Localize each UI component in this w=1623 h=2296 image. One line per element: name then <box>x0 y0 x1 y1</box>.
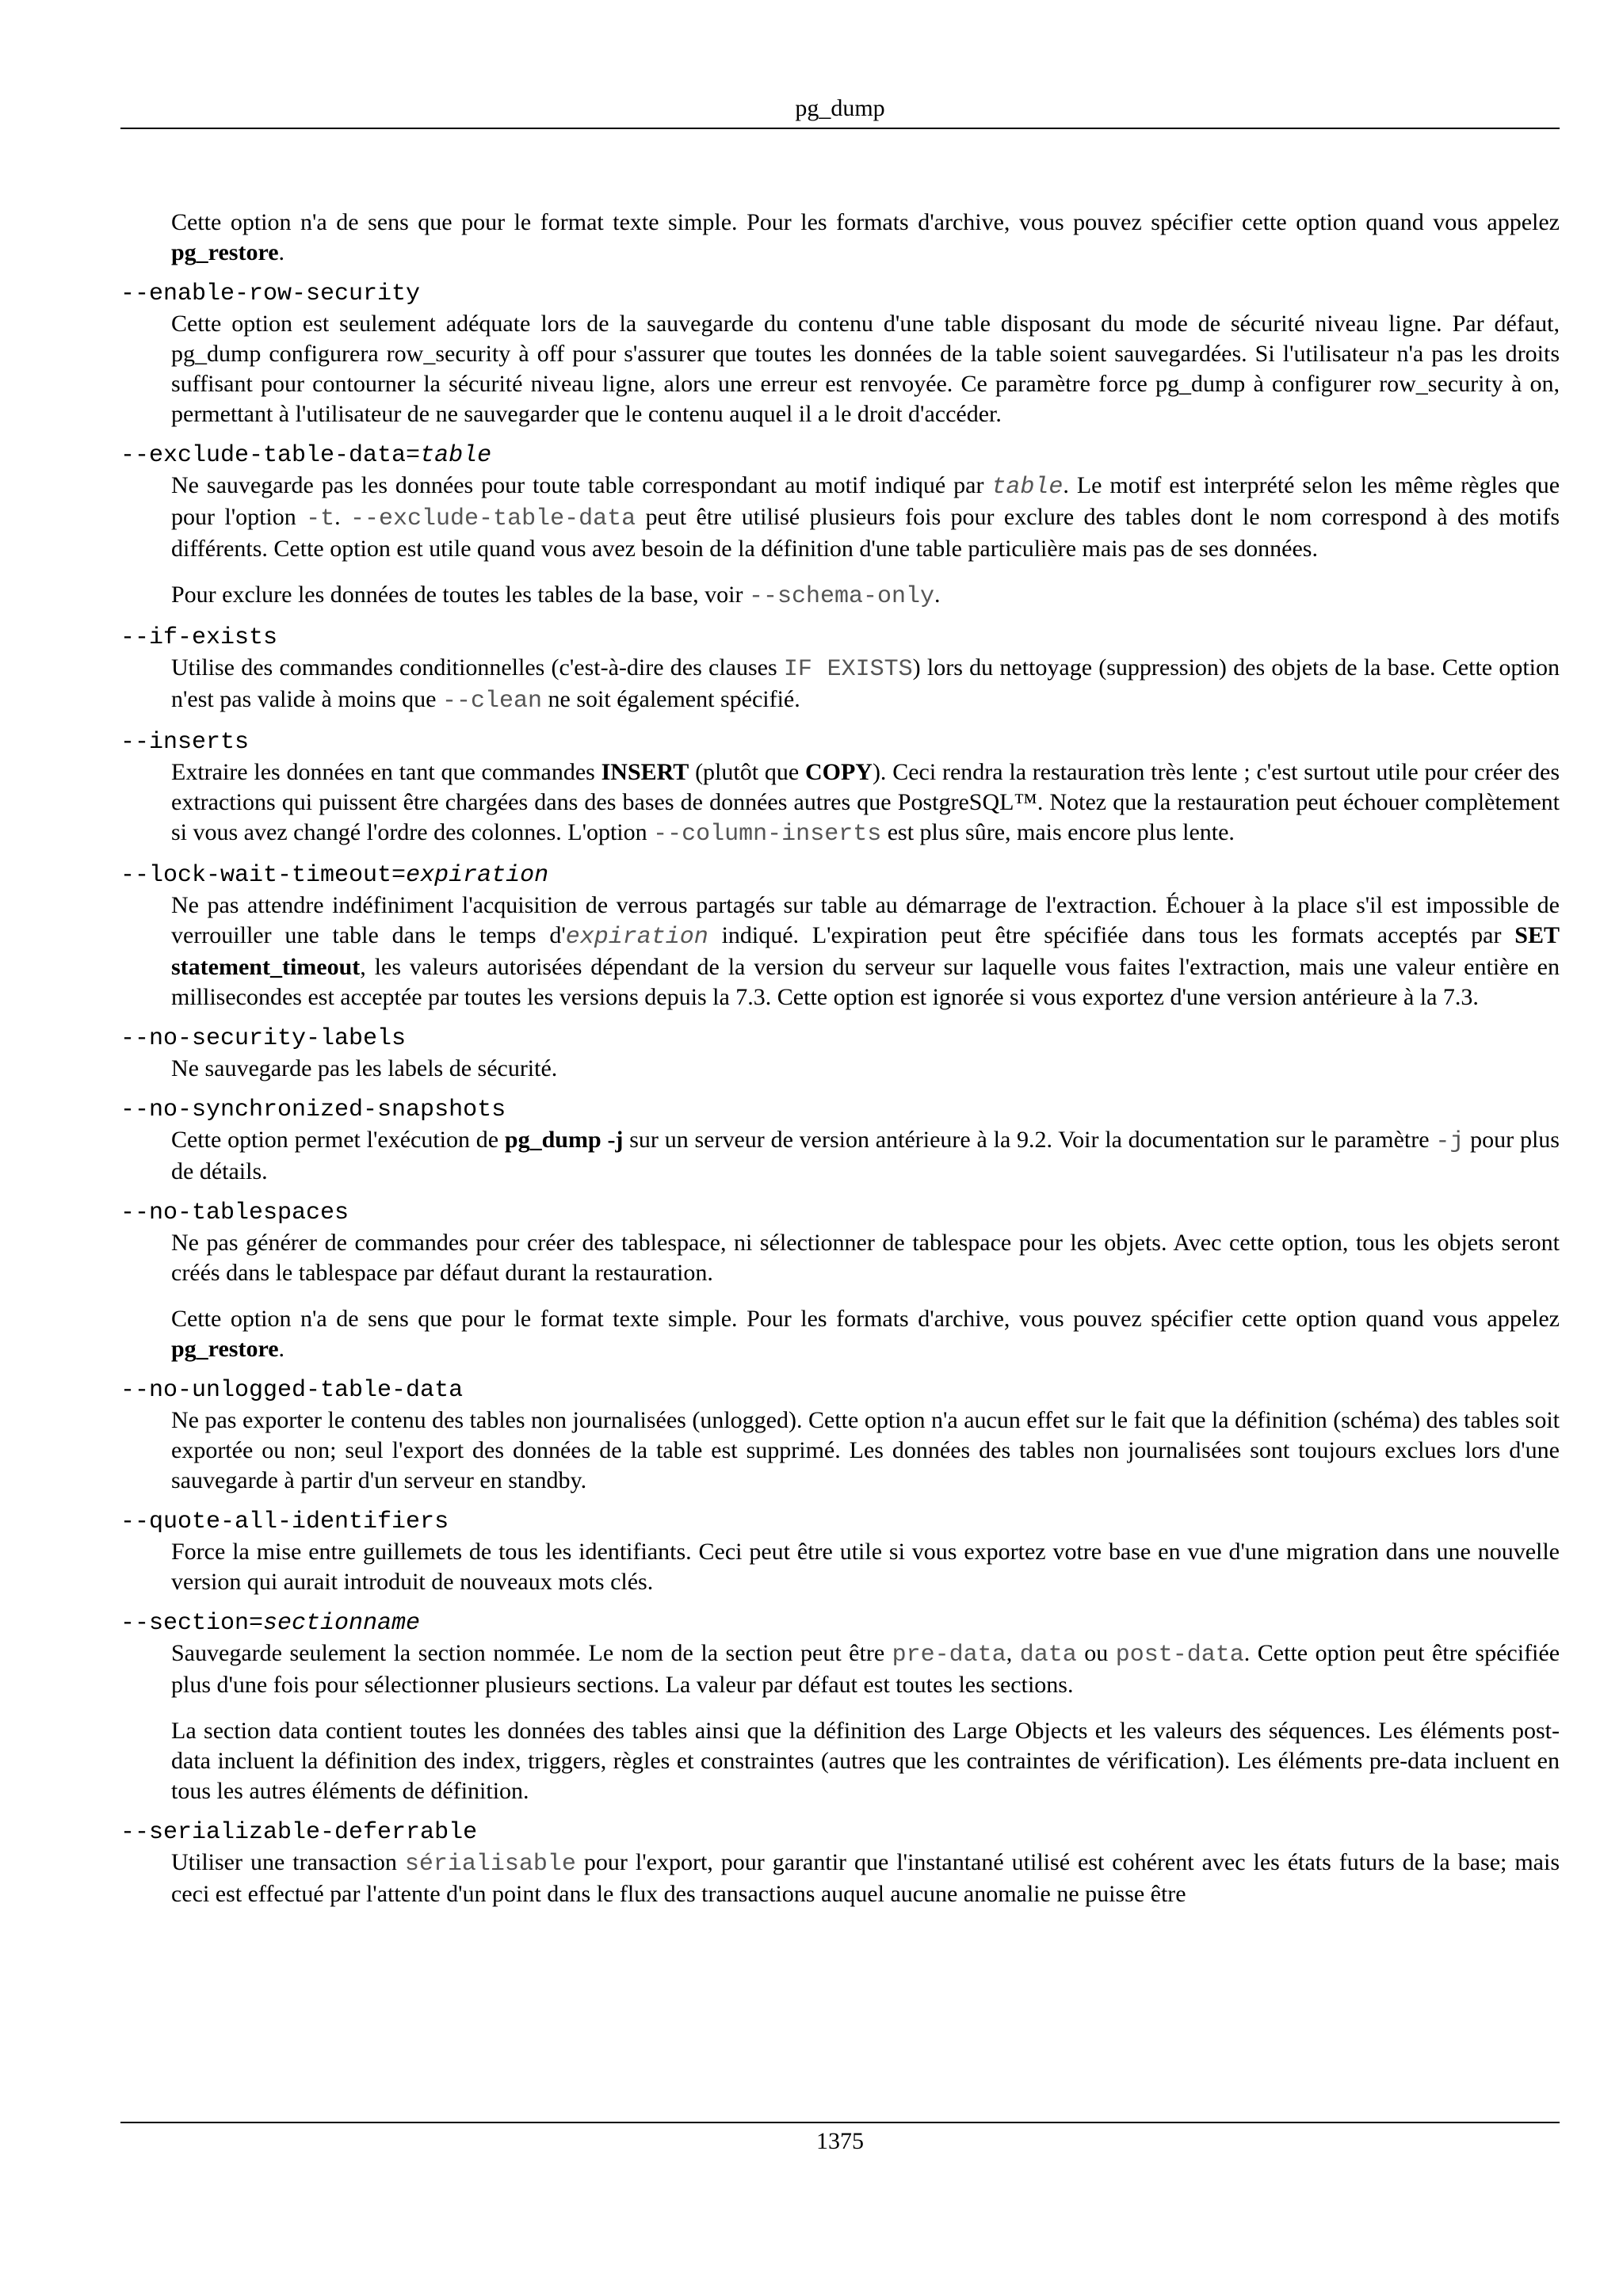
text: ou <box>1076 1640 1116 1666</box>
option-desc-serializable-deferrable <box>171 1848 1560 1909</box>
code: -j <box>1435 1128 1465 1155</box>
option-desc-lock-wait-timeout <box>171 891 1560 1013</box>
command-name: pg_restore <box>171 1336 279 1362</box>
option-term-no-synchronized-snapshots <box>120 1095 1560 1125</box>
text: ) lors du nettoyage (suppression) des objets de la base. Cette option n'est pas valide à moins que <box>171 654 1560 712</box>
command-name: pg_restore <box>171 239 279 265</box>
paragraph <box>171 653 1560 716</box>
paragraph: La section data contient toutes les données des tables ainsi que la définition des Large Objects et les valeurs des séquences. Les éléments post-data incluent la définition des index, triggers, règles et constraintes (autres que les contraintes de vérification). Les éléments pre-data incluent en tous les autres éléments de définition. <box>171 1718 1560 1804</box>
option-name: --lock-wait-timeout= <box>120 862 407 889</box>
paragraph: Force la mise entre guillemets de tous les identifiants. Ceci peut être utile si vous exportez votre base en vue d'une migration dans une nouvelle version qui aurait introduit de nouveaux mots clés. <box>171 1539 1560 1595</box>
option-desc-exclude-table-data <box>171 471 1560 612</box>
option-term-quote-all-identifiers <box>120 1507 1560 1537</box>
text: . <box>278 239 285 265</box>
command-name: pg_dump -j <box>504 1127 624 1153</box>
command-name: SET statement_timeout <box>171 922 1560 980</box>
paragraph <box>171 757 1560 849</box>
continued-paragraph <box>171 208 1560 268</box>
paragraph <box>171 1304 1560 1364</box>
text: pour l'export, pour garantir que l'instantané utilisé est cohérent avec les états futurs de la base; mais ceci est effectué par l'attente d'un point dans le flux des transactions auquel aucune anomalie ne puisse être <box>171 1849 1560 1907</box>
option-desc-no-tablespaces <box>171 1228 1560 1364</box>
option-term-lock-wait-timeout <box>120 860 1560 891</box>
paragraph: Ne pas exporter le contenu des tables non journalisées (unlogged). Cette option n'a aucun effet sur le fait que la définition (schéma) des tables soit exportée ou non; seul l'export des données de la table est supprimé. Les données des tables non journalisées sont toujours exclues lors d'une sauvegarde à partir d'un serveur en standby. <box>171 1407 1560 1493</box>
option-arg: sectionname <box>263 1610 421 1637</box>
code: --column-inserts <box>653 821 882 848</box>
text: Utiliser une transaction <box>171 1849 405 1875</box>
option-name: --no-tablespaces <box>120 1199 349 1226</box>
option-term-no-security-labels <box>120 1024 1560 1054</box>
text: . <box>334 504 351 530</box>
text: . Cette option peut être spécifiée plus d'une fois pour sélectionner plusieurs sections. La valeur par défaut est toutes les sections. <box>171 1640 1560 1698</box>
text: sur un serveur de version antérieure à la 9.2. Voir la documentation sur le paramètre <box>623 1127 1436 1153</box>
option-term-no-unlogged-table-data <box>120 1375 1560 1405</box>
text: , les valeurs autorisées dépendant de la version du serveur sur laquelle vous faites l'extraction, mais une valeur entière en millisecondes est acceptée par toutes les versions depuis la 7.3. Cette option est ignorée si vous exportez d'une version antérieure à la 7.3. <box>171 954 1560 1010</box>
option-name: --section= <box>120 1610 264 1637</box>
option-term-enable-row-security <box>120 279 1560 309</box>
code: expiration <box>565 924 708 951</box>
option-term-inserts <box>120 727 1560 757</box>
text: pour plus de détails. <box>171 1127 1560 1184</box>
option-name: --quote-all-identifiers <box>120 1508 449 1535</box>
text: ne soit également spécifié. <box>542 686 800 712</box>
option-term-section <box>120 1608 1560 1638</box>
text: ). Ceci rendra la restauration très lente ; c'est surtout utile pour créer des extractions qui puissent être chargées dans des bases de données autres que PostgreSQL™. Notez que la restauration peut échouer complètement si vous avez changé l'ordre des colonnes. L'option <box>171 759 1560 845</box>
option-name: --serializable-deferrable <box>120 1819 478 1846</box>
text: , <box>1006 1640 1020 1666</box>
text: Ne pas attendre indéfiniment l'acquisition de verrous partagés sur table au démarrage de l'extraction. Échouer à la place s'il est impossible de verrouiller une table dans le temps d' <box>171 892 1560 948</box>
option-name: --no-security-labels <box>120 1025 407 1052</box>
option-desc-quote-all-identifiers <box>171 1537 1560 1597</box>
command-name: COPY <box>804 759 873 785</box>
option-arg: expiration <box>406 862 549 889</box>
text: indiqué. L'expiration peut être spécifiée dans tous les formats acceptés par <box>708 922 1515 948</box>
option-desc-no-unlogged-table-data <box>171 1405 1560 1496</box>
option-name: --no-unlogged-table-data <box>120 1377 464 1404</box>
text: Cette option n'a de sens que pour le format texte simple. Pour les formats d'archive, vous pouvez spécifier cette option quand vous appelez <box>171 209 1560 235</box>
option-arg: table <box>420 442 492 469</box>
command-name: INSERT <box>601 759 689 785</box>
paragraph: Cette option est seulement adéquate lors de la sauvegarde du contenu d'une table disposant du mode de sécurité niveau ligne. Par défaut, pg_dump configurera row_security à off pour s'assurer que toutes les données de la table soient sauvegardées. Si l'utilisateur n'a pas les droits suffisant pour contourner la sécurité niveau ligne, alors une erreur est renvoyée. Ce paramètre force pg_dump à configurer row_security à on, permettant à l'utilisateur de ne sauvegarder que le contenu auquel il a le droit d'accéder. <box>171 311 1560 427</box>
code: -t <box>306 505 335 532</box>
text: (plutôt que <box>689 759 805 785</box>
page-body <box>120 208 1560 1909</box>
text: est plus sûre, mais encore plus lente. <box>881 819 1235 845</box>
code: post-data <box>1115 1642 1244 1669</box>
text: Cette option n'a de sens que pour le format texte simple. Pour les formats d'archive, vous pouvez spécifier cette option quand vous appelez <box>171 1306 1560 1332</box>
code: --clean <box>442 688 543 715</box>
option-term-if-exists <box>120 623 1560 653</box>
paragraph <box>171 1638 1560 1700</box>
option-desc-if-exists <box>171 653 1560 716</box>
paragraph <box>171 891 1560 1013</box>
option-name: --no-synchronized-snapshots <box>120 1097 506 1123</box>
code: data <box>1019 1642 1077 1669</box>
paragraph <box>171 1125 1560 1187</box>
paragraph: Ne sauvegarde pas les labels de sécurité. <box>171 1055 558 1081</box>
code: --schema-only <box>748 583 934 610</box>
text: Cette option permet l'exécution de <box>171 1127 505 1153</box>
paragraph <box>171 580 1560 612</box>
running-header: pg_dump <box>795 95 885 121</box>
paragraph <box>171 471 1560 564</box>
option-term-exclude-table-data <box>120 441 1560 471</box>
text: . <box>934 582 941 608</box>
code: IF EXISTS <box>783 656 913 683</box>
text: Extraire les données en tant que commandes <box>171 759 601 785</box>
code: table <box>991 474 1064 501</box>
option-desc-no-synchronized-snapshots <box>171 1125 1560 1187</box>
text: . <box>278 1336 285 1362</box>
paragraph: Ne pas générer de commandes pour créer des tablespace, ni sélectionner de tablespace pour les objets. Avec cette option, tous les objets seront créés dans le tablespace par défaut durant la restauration. <box>171 1230 1560 1286</box>
option-desc-inserts <box>171 757 1560 849</box>
header-rule <box>120 128 1560 129</box>
text: . Le motif est interprété selon les même règles que pour l'option <box>171 472 1560 530</box>
text: Sauvegarde seulement la section nommée. Le nom de la section peut être <box>171 1640 892 1666</box>
code: --exclude-table-data <box>350 505 636 532</box>
footer-rule <box>120 2122 1560 2123</box>
option-desc-enable-row-security <box>171 309 1560 429</box>
text: Pour exclure les données de toutes les tables de la base, voir <box>171 582 749 608</box>
option-name: --exclude-table-data= <box>120 442 421 469</box>
text: peut être utilisé plusieurs fois pour exclure des tables dont le nom correspond à des motifs différents. Cette option est utile quand vous avez besoin de la définition d'une table particulière mais pas de ses données. <box>171 504 1560 562</box>
text: Utilise des commandes conditionnelles (c'est-à-dire des clauses <box>171 654 784 681</box>
page-number: 1375 <box>816 2128 864 2154</box>
option-name: --inserts <box>120 729 250 756</box>
option-term-no-tablespaces <box>120 1198 1560 1228</box>
option-desc-section <box>171 1638 1560 1806</box>
code: pre-data <box>892 1642 1006 1669</box>
code: sérialisable <box>404 1851 576 1878</box>
option-term-serializable-deferrable <box>120 1817 1560 1848</box>
option-name: --enable-row-security <box>120 280 421 307</box>
option-name: --if-exists <box>120 624 278 651</box>
paragraph <box>171 1848 1560 1909</box>
text: Ne sauvegarde pas les données pour toute table correspondant au motif indiqué par <box>171 472 992 498</box>
option-desc-no-security-labels <box>171 1054 1560 1084</box>
